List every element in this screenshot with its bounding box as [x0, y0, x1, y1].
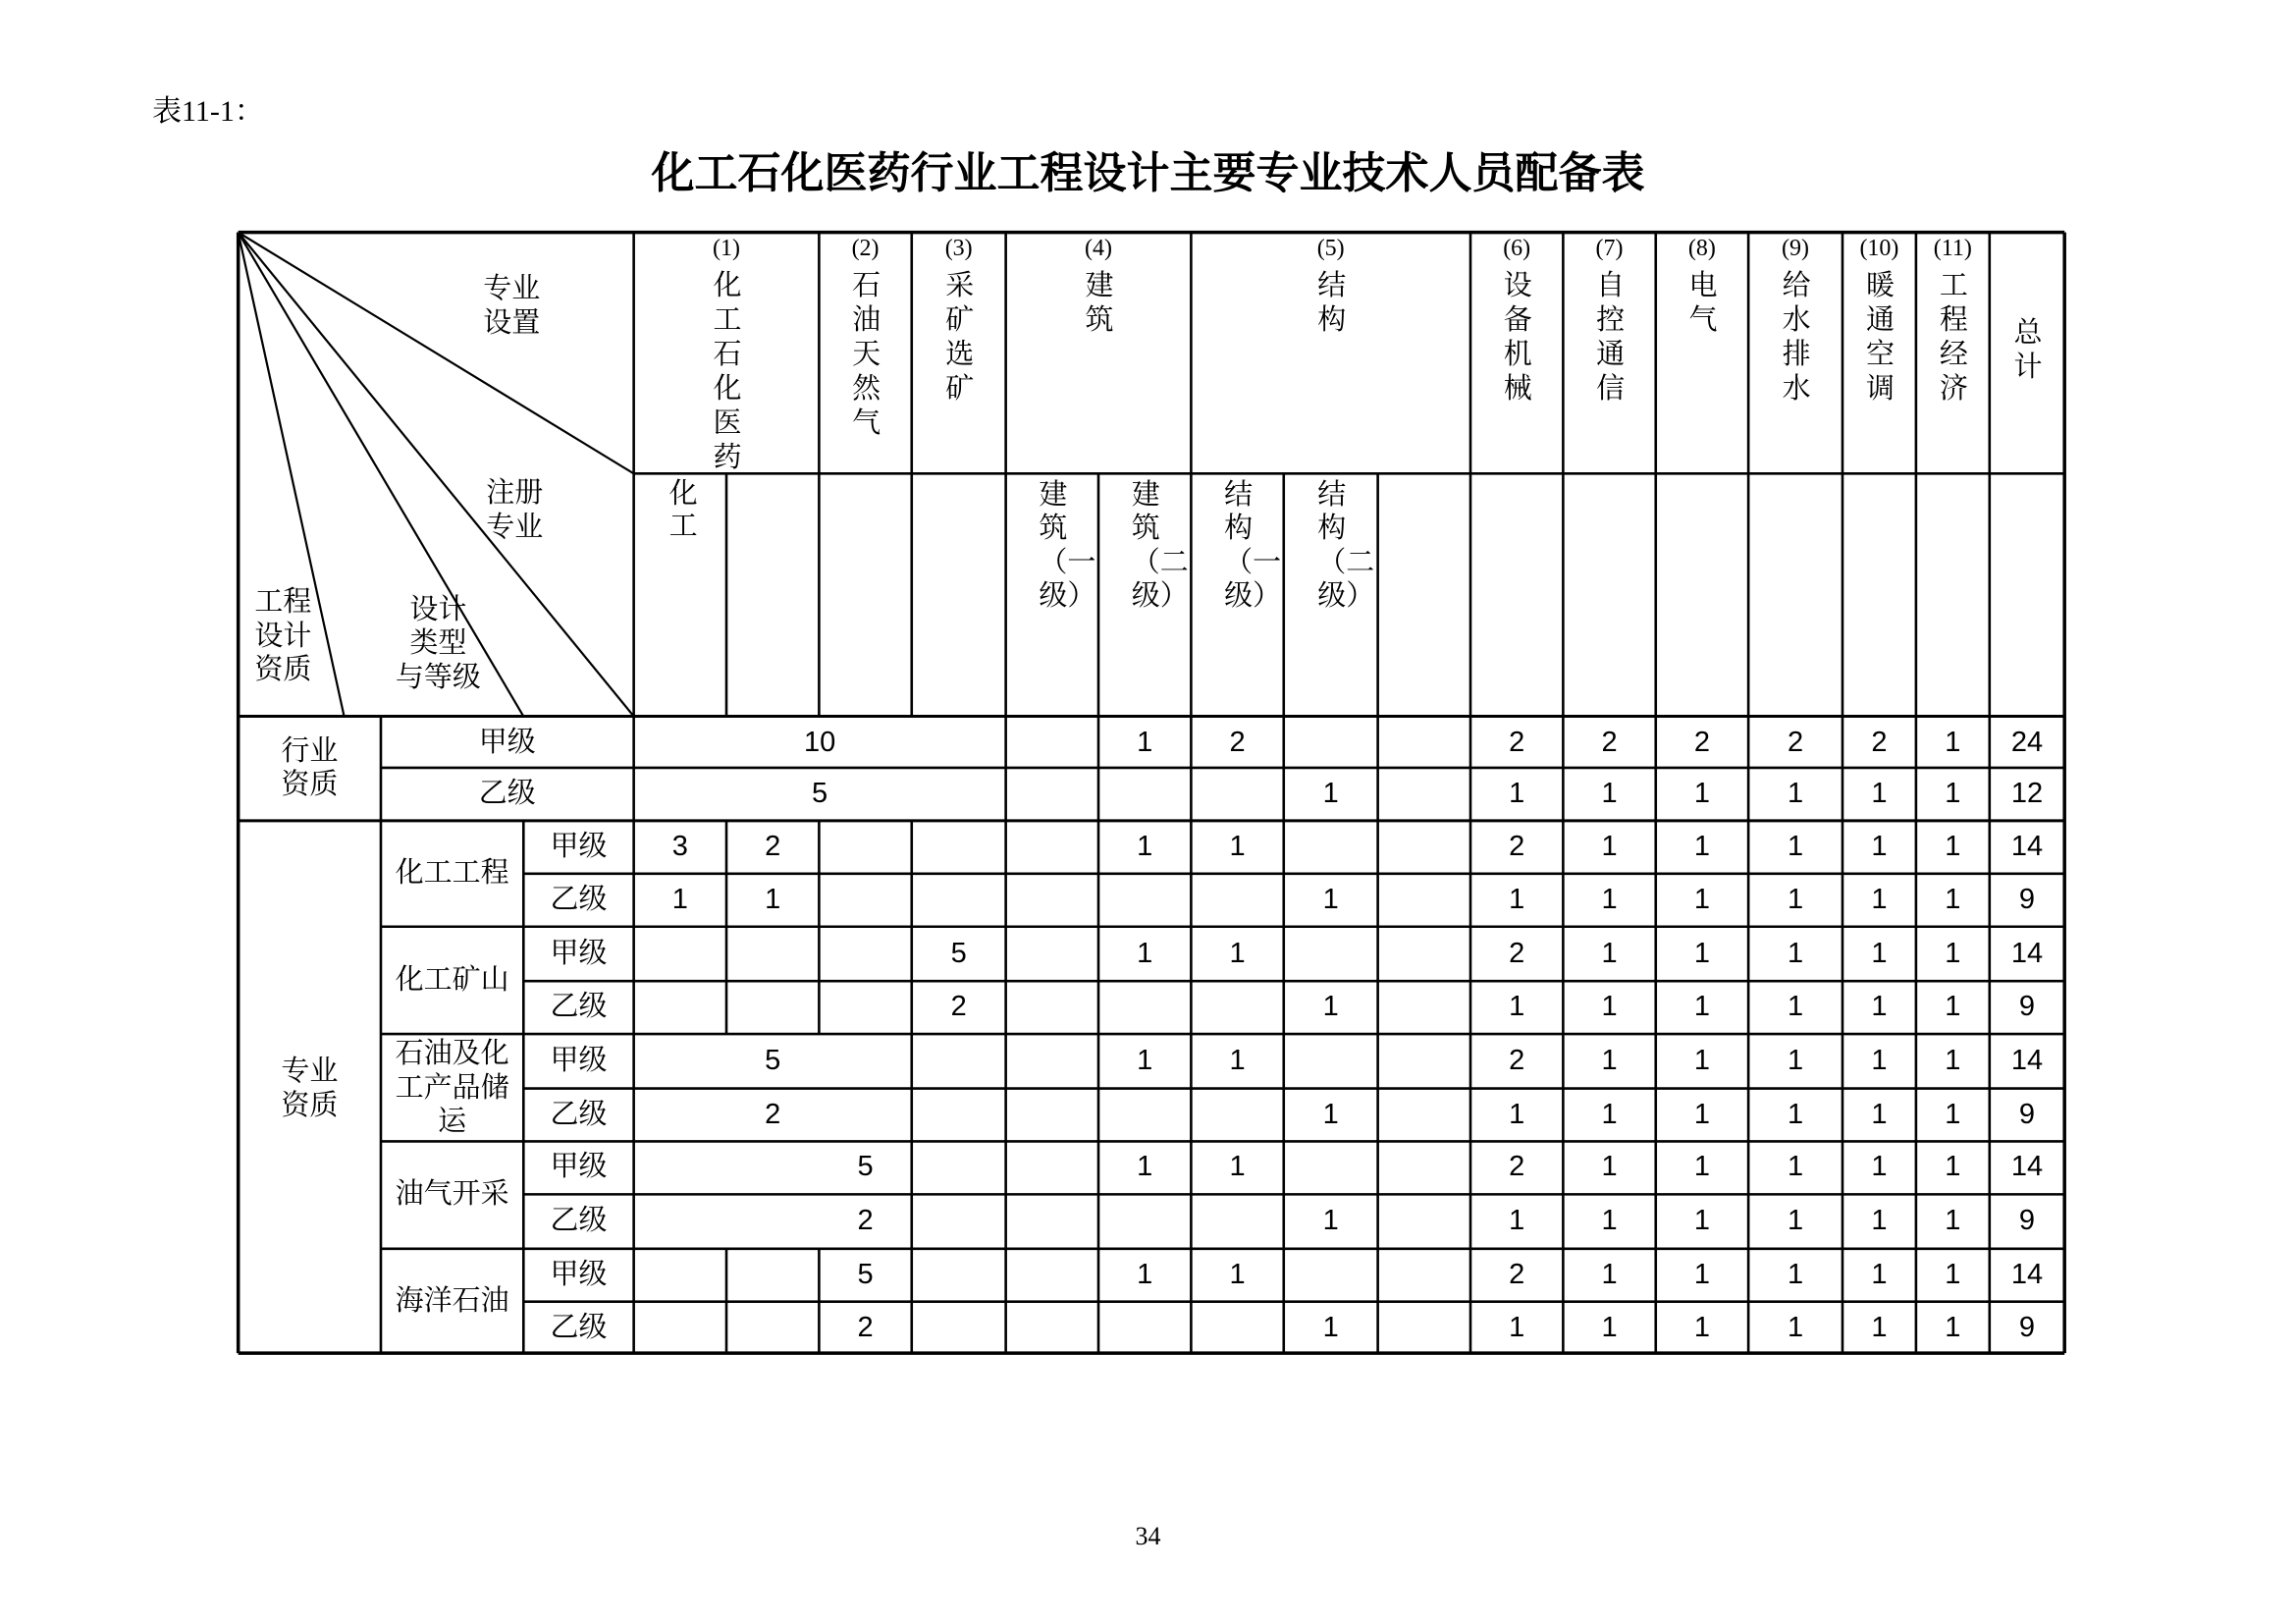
data-cell: 5: [857, 1151, 874, 1183]
data-cell: 1: [1945, 1258, 1961, 1290]
table-label: 表11-1：: [152, 95, 264, 128]
column-header-label: 建筑: [1085, 270, 1114, 337]
column-number: (4): [1085, 235, 1112, 261]
data-cell: [1191, 1089, 1283, 1142]
data-cell: [634, 1302, 726, 1353]
data-cell: 1: [1871, 830, 1888, 862]
data-cell: 1: [1322, 1205, 1339, 1237]
data-cell: 1: [1601, 937, 1618, 969]
data-cell: 1: [1693, 937, 1710, 969]
column-header-label: 电气: [1688, 270, 1718, 337]
data-cell: 2: [765, 830, 781, 862]
column-number: (9): [1782, 235, 1810, 261]
data-cell: 1: [1871, 1205, 1888, 1237]
data-cell: [726, 981, 819, 1034]
data-cell: [912, 874, 1006, 927]
data-cell: [912, 1034, 1006, 1088]
data-cell: 2: [1871, 726, 1888, 758]
data-cell: 1: [1787, 1045, 1804, 1077]
data-cell: 5: [950, 937, 967, 969]
data-cell: 1: [1229, 1045, 1246, 1077]
column-number: (6): [1503, 235, 1531, 261]
column-number: (2): [851, 235, 880, 261]
data-cell: 1: [1601, 1311, 1618, 1343]
data-cell: 1: [1601, 883, 1618, 915]
grade-label: 甲级: [550, 1151, 608, 1183]
data-cell: 1: [1601, 991, 1618, 1023]
data-cell: [1284, 1249, 1378, 1302]
data-cell: 1: [1945, 883, 1961, 915]
data-cell: 1: [1509, 991, 1525, 1023]
data-cell: 14: [2010, 830, 2044, 862]
data-cell: 1: [1787, 1098, 1804, 1130]
data-cell: [1098, 981, 1191, 1034]
data-cell: 1: [1601, 777, 1618, 809]
data-cell: 1: [1509, 777, 1525, 809]
grade-label: 甲级: [478, 726, 536, 758]
data-cell: 5: [812, 777, 828, 809]
data-cell: 2: [765, 1098, 781, 1130]
data-cell: 9: [2018, 1311, 2036, 1343]
registered-struct2: 结构（二级）: [1317, 478, 1375, 613]
column-number: (10): [1859, 235, 1899, 261]
data-cell: [634, 1194, 726, 1248]
data-cell: 1: [1693, 1098, 1710, 1130]
data-cell: 10: [803, 726, 836, 758]
data-cell: [1284, 1141, 1378, 1194]
data-cell: 14: [2010, 1045, 2044, 1077]
column-number: (1): [713, 235, 740, 261]
data-cell: 2: [1693, 726, 1710, 758]
design-type-label: 海洋石油: [395, 1284, 509, 1317]
design-type-label: 化工工程: [395, 856, 509, 889]
data-cell: 1: [1945, 1311, 1961, 1343]
data-cell: 1: [1509, 1098, 1525, 1130]
data-cell: 1: [1787, 937, 1804, 969]
data-cell: 9: [2018, 991, 2036, 1023]
data-cell: 9: [2018, 883, 2036, 915]
data-cell: 1: [1322, 1311, 1339, 1343]
data-cell: 1: [1787, 1205, 1804, 1237]
column-header-label: 给水排水: [1782, 270, 1811, 406]
data-cell: [819, 821, 911, 874]
data-cell: 2: [1509, 726, 1525, 758]
data-cell: 1: [1871, 1311, 1888, 1343]
data-cell: 1: [1229, 937, 1246, 969]
grade-label: 甲级: [550, 937, 608, 969]
data-cell: [634, 927, 726, 981]
data-cell: [819, 981, 911, 1034]
data-cell: 1: [1871, 937, 1888, 969]
data-cell: [1098, 874, 1191, 927]
data-cell: 5: [765, 1045, 781, 1077]
specialty-group-label: 专业 资质: [281, 1056, 339, 1121]
data-cell: 1: [1945, 830, 1961, 862]
data-cell: 1: [1322, 991, 1339, 1023]
data-cell: [912, 1089, 1006, 1142]
grid-line: [239, 233, 634, 474]
data-cell: 1: [1137, 830, 1153, 862]
data-cell: [912, 1302, 1006, 1353]
data-cell: 1: [1693, 1151, 1710, 1183]
page-number: 34: [1135, 1522, 1161, 1550]
data-cell: 1: [1509, 1311, 1525, 1343]
data-cell: 14: [2010, 937, 2044, 969]
data-cell: 1: [1787, 883, 1804, 915]
column-number: (5): [1316, 235, 1345, 261]
data-cell: 24: [2010, 726, 2044, 758]
data-cell: [912, 1141, 1006, 1194]
data-cell: [634, 981, 726, 1034]
grade-label: 乙级: [550, 883, 608, 915]
corner-qualification: 工程 设计 资质: [254, 586, 312, 686]
grade-label: 乙级: [550, 1098, 608, 1130]
column-number: (11): [1933, 235, 1972, 261]
data-cell: 1: [1871, 1151, 1888, 1183]
data-cell: [726, 1302, 819, 1353]
data-cell: 1: [1945, 1098, 1961, 1130]
data-cell: 2: [950, 991, 967, 1023]
column-header-label: 暖通空调: [1865, 270, 1895, 406]
data-cell: 1: [1787, 1258, 1804, 1290]
data-cell: [1191, 768, 1283, 821]
data-cell: [726, 1141, 819, 1194]
corner-design-type: 设计 类型 与等级: [395, 593, 481, 693]
data-cell: 1: [1601, 830, 1618, 862]
data-cell: 1: [671, 883, 688, 915]
data-cell: 2: [857, 1311, 874, 1343]
data-cell: 3: [671, 830, 688, 862]
column-number: (7): [1595, 235, 1624, 261]
grade-label: 乙级: [550, 991, 608, 1023]
column-number: (3): [944, 235, 973, 261]
data-cell: 1: [1945, 1045, 1961, 1077]
data-cell: 14: [2010, 1151, 2044, 1183]
data-cell: [1191, 1302, 1283, 1353]
column-header-label: 采矿选矿: [945, 270, 975, 406]
data-cell: 2: [1787, 726, 1804, 758]
data-cell: 1: [1601, 1045, 1618, 1077]
data-cell: 1: [1787, 830, 1804, 862]
grade-label: 甲级: [550, 830, 608, 862]
data-cell: 1: [1509, 1205, 1525, 1237]
data-cell: 1: [765, 883, 781, 915]
data-cell: [1191, 981, 1283, 1034]
column-header-label: 工程经济: [1939, 270, 1968, 406]
data-cell: 1: [1137, 1045, 1153, 1077]
data-cell: 1: [1871, 991, 1888, 1023]
data-cell: 1: [1137, 937, 1153, 969]
data-cell: [1284, 821, 1378, 874]
registered-struct1: 结构（一级）: [1224, 478, 1282, 613]
data-cell: 1: [1693, 830, 1710, 862]
data-cell: 1: [1693, 777, 1710, 809]
data-cell: 9: [2018, 1098, 2036, 1130]
data-cell: 2: [1509, 830, 1525, 862]
data-cell: 1: [1787, 991, 1804, 1023]
page-title: 化工石化医药行业工程设计主要专业技术人员配备表: [651, 149, 1645, 197]
data-cell: 5: [857, 1258, 874, 1290]
data-cell: [634, 1141, 726, 1194]
data-cell: 1: [1787, 1311, 1804, 1343]
data-cell: 1: [1945, 777, 1961, 809]
data-cell: [1098, 1089, 1191, 1142]
grade-label: 乙级: [478, 777, 536, 809]
data-cell: 1: [1693, 883, 1710, 915]
corner-registered-specialty: 注册 专业: [486, 477, 544, 543]
data-cell: [726, 1194, 819, 1248]
data-cell: [726, 1249, 819, 1302]
data-cell: 1: [1945, 1205, 1961, 1237]
data-cell: [912, 821, 1006, 874]
data-cell: 12: [2010, 777, 2044, 809]
data-cell: 1: [1137, 1258, 1153, 1290]
data-cell: [819, 927, 911, 981]
data-cell: [912, 1194, 1006, 1248]
data-cell: 2: [857, 1205, 874, 1237]
grade-label: 甲级: [550, 1045, 608, 1077]
data-cell: 1: [1693, 1205, 1710, 1237]
data-cell: 2: [1509, 1258, 1525, 1290]
column-number: (8): [1687, 235, 1716, 261]
data-cell: 1: [1945, 726, 1961, 758]
data-cell: 1: [1601, 1205, 1618, 1237]
data-cell: [1098, 768, 1191, 821]
data-cell: 1: [1693, 991, 1710, 1023]
data-cell: 14: [2010, 1258, 2044, 1290]
data-cell: 1: [1871, 1258, 1888, 1290]
data-cell: 1: [1693, 1258, 1710, 1290]
data-cell: [1191, 874, 1283, 927]
registered-arch2: 建筑（二级）: [1131, 478, 1189, 613]
data-cell: [912, 1249, 1006, 1302]
data-cell: 1: [1945, 937, 1961, 969]
corner-specialty-setting: 专业 设置: [483, 273, 541, 339]
column-header-label: 自控通信: [1596, 270, 1626, 406]
data-cell: 2: [1509, 937, 1525, 969]
data-cell: 1: [1787, 777, 1804, 809]
data-cell: 2: [1509, 1151, 1525, 1183]
column-header-label: 结构: [1317, 270, 1347, 337]
data-cell: 1: [1322, 1098, 1339, 1130]
data-cell: [1098, 1302, 1191, 1353]
column-header-label: 石油天然气: [852, 270, 881, 440]
data-cell: 1: [1322, 883, 1339, 915]
data-cell: 1: [1871, 1045, 1888, 1077]
design-type-label: 化工矿山: [395, 963, 509, 996]
registered-arch1: 建筑（一级）: [1039, 478, 1096, 613]
data-cell: 1: [1601, 1098, 1618, 1130]
grade-label: 乙级: [550, 1205, 608, 1237]
data-cell: 1: [1601, 1258, 1618, 1290]
data-cell: 1: [1693, 1311, 1710, 1343]
design-type-label: 石油及化工产品储运: [395, 1038, 509, 1137]
data-cell: 1: [1229, 830, 1246, 862]
data-cell: 1: [1945, 991, 1961, 1023]
grade-label: 甲级: [550, 1258, 608, 1290]
data-cell: 1: [1871, 777, 1888, 809]
data-cell: 1: [1945, 1151, 1961, 1183]
column-header-label: 设备机械: [1503, 270, 1532, 406]
industry-group-label: 行业 资质: [281, 734, 339, 800]
data-cell: 2: [1229, 726, 1246, 758]
column-header-label: 总计: [2013, 317, 2043, 384]
data-cell: 1: [1787, 1151, 1804, 1183]
grade-label: 乙级: [550, 1311, 608, 1343]
data-cell: 1: [1693, 1045, 1710, 1077]
data-cell: 1: [1871, 883, 1888, 915]
data-cell: 2: [1509, 1045, 1525, 1077]
data-cell: 2: [1601, 726, 1618, 758]
data-cell: [1098, 1194, 1191, 1248]
data-cell: [726, 927, 819, 981]
data-cell: 1: [1601, 1151, 1618, 1183]
data-cell: 1: [1229, 1151, 1246, 1183]
data-cell: 1: [1509, 883, 1525, 915]
data-cell: 1: [1229, 1258, 1246, 1290]
column-header-label: 化工石化医药: [713, 270, 742, 474]
data-cell: 1: [1322, 777, 1339, 809]
data-cell: [1284, 927, 1378, 981]
registered-chemical: 化工: [668, 477, 698, 542]
data-cell: [1191, 1194, 1283, 1248]
data-cell: 9: [2018, 1205, 2036, 1237]
data-cell: 1: [1137, 726, 1153, 758]
data-cell: [634, 1249, 726, 1302]
design-type-label: 油气开采: [395, 1178, 509, 1211]
data-cell: [819, 874, 911, 927]
data-cell: [1284, 1034, 1378, 1088]
data-cell: [1284, 717, 1378, 768]
data-cell: 1: [1871, 1098, 1888, 1130]
data-cell: 1: [1137, 1151, 1153, 1183]
